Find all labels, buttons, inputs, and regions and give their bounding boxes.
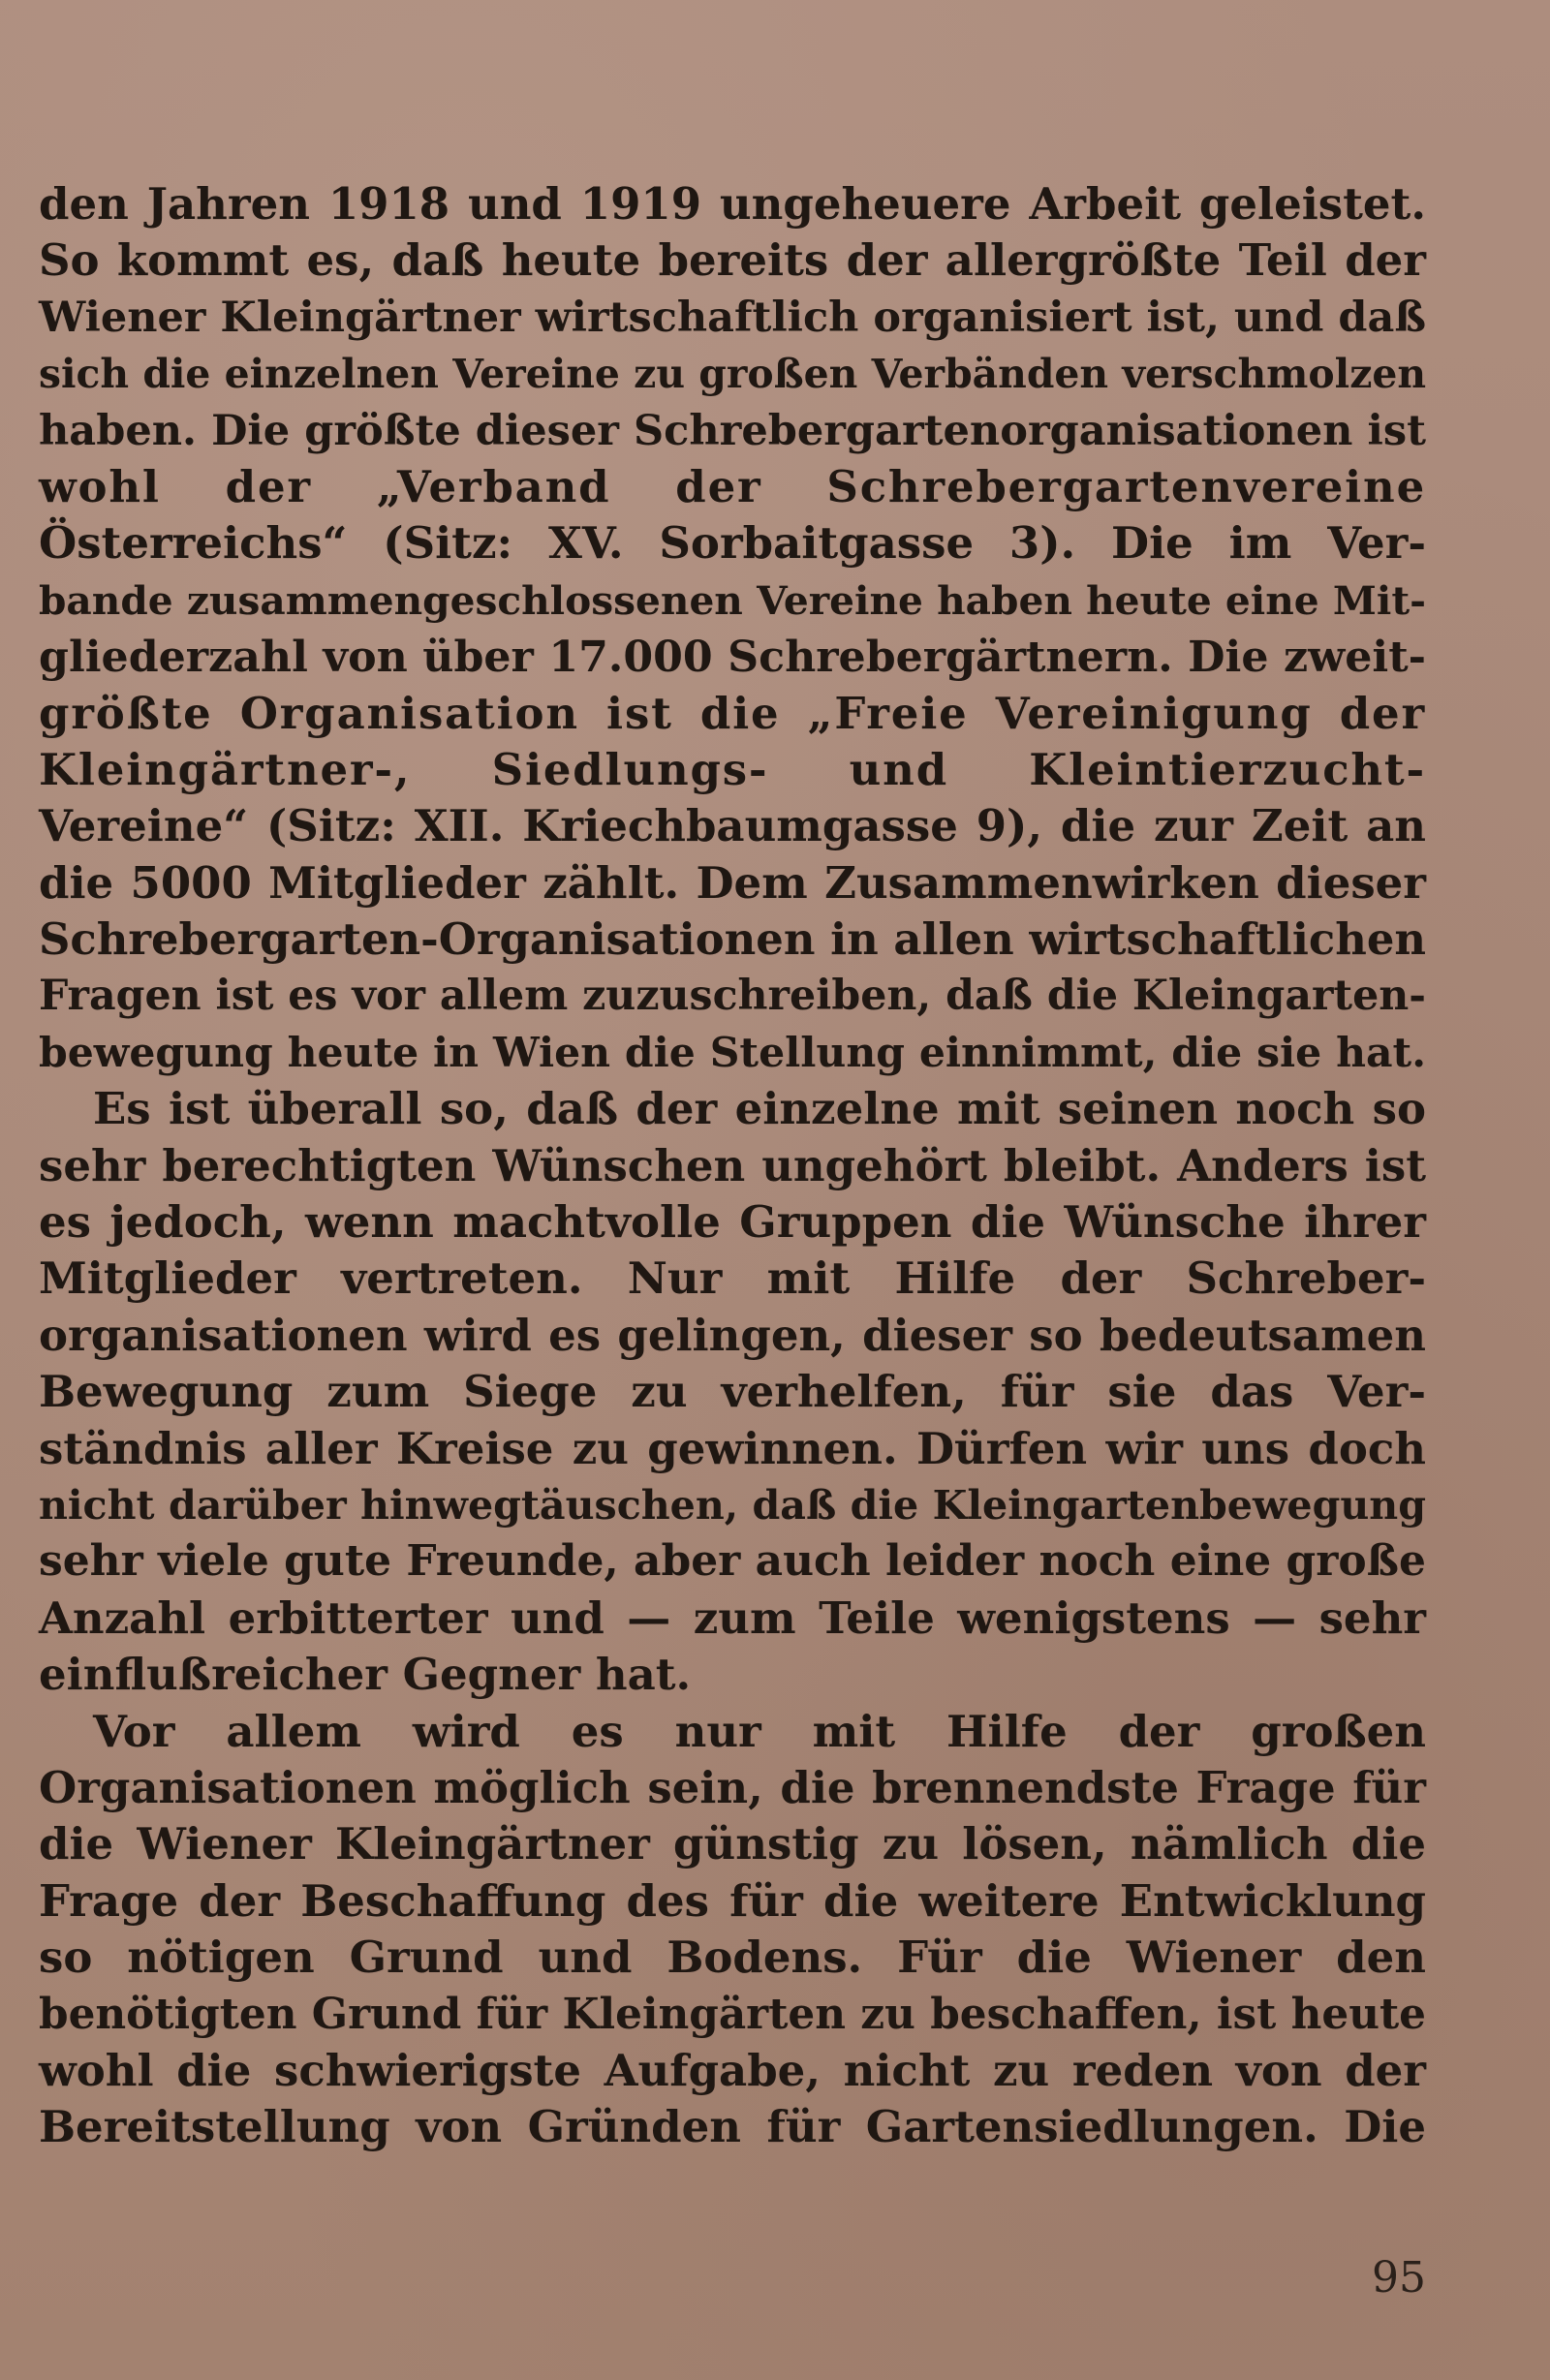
text-line: wohl der „Verband der Schrebergartenvereine <box>39 460 1426 512</box>
text-line: bewegung heute in Wien die Stellung einnimmt, die sie hat. <box>39 1028 1426 1077</box>
text-line: die Wiener Kleingärtner günstig zu lösen, nämlich die <box>39 1818 1426 1870</box>
text-line: organisationen wird es gelingen, dieser so bedeutsamen <box>39 1309 1426 1361</box>
text-line: sich die einzelnen Vereine zu großen Verbänden verschmolzen <box>39 351 1427 398</box>
text-line: sehr berechtigten Wünschen ungehört bleibt. Anders ist <box>39 1139 1426 1191</box>
text-line: gliederzahl von über 17.000 Schrebergärtnern. Die zweit- <box>39 632 1426 683</box>
text-line: sehr viele gute Freunde, aber auch leider noch eine große <box>39 1536 1426 1587</box>
text-line: Wiener Kleingärtner wirtschaftlich organisiert ist, und daß <box>39 293 1426 342</box>
text-line: den Jahren 1918 und 1919 ungeheuere Arbeit geleistet. <box>39 178 1426 230</box>
text-line: Frage der Beschaffung des für die weitere Entwicklung <box>39 1874 1426 1927</box>
text-line: wohl die schwierigste Aufgabe, nicht zu reden von der <box>39 2044 1426 2096</box>
text-line: haben. Die größte dieser Schrebergartenorganisationen ist <box>39 406 1426 455</box>
text-line: Vor allem wird es nur mit Hilfe der großen <box>93 1705 1426 1757</box>
text-line: Mitglieder vertreten. Nur mit Hilfe der Schreber- <box>39 1252 1426 1305</box>
text-line: so nötigen Grund und Bodens. Für die Wiener den <box>39 1932 1426 1984</box>
text-line: Bewegung zum Siege zu verhelfen, für sie das Ver- <box>39 1366 1426 1418</box>
text-line: Vereine“ (Sitz: XII. Kriechbaumgasse 9), die zur Zeit an <box>39 800 1426 852</box>
text-line: benötigten Grund für Kleingärten zu beschaffen, ist heute <box>39 1989 1426 2039</box>
page-number: 95 <box>1372 2253 1426 2303</box>
text-line: ständnis aller Kreise zu gewinnen. Dürfen wir uns doch <box>39 1422 1426 1474</box>
body-text <box>39 176 1426 2156</box>
text-line: Bereitstellung von Gründen für Gartensiedlungen. Die <box>39 2101 1426 2153</box>
text-line: Organisationen möglich sein, die brennendste Frage für <box>39 1761 1426 1813</box>
text-line: bande zusammengeschlossenen Vereine haben heute eine Mit- <box>39 576 1426 624</box>
text-line: Anzahl erbitterter und — zum Teile wenigstens — sehr <box>39 1592 1426 1644</box>
text-line: es jedoch, wenn machtvolle Gruppen die Wünsche ihrer <box>39 1196 1426 1249</box>
text-line: Kleingärtner-, Siedlungs- und Kleintierzucht- <box>39 743 1426 795</box>
text-line: Fragen ist es vor allem zuzuschreiben, daß die Kleingarten- <box>39 972 1426 1021</box>
text-line: größte Organisation ist die „Freie Vereinigung der <box>39 687 1426 739</box>
text-line: So kommt es, daß heute bereits der allergrößte Teil der <box>39 234 1426 287</box>
text-line: Es ist überall so, daß der einzelne mit seinen noch so <box>93 1083 1426 1135</box>
text-line: nicht darüber hinwegtäuschen, daß die Kleingartenbewegung <box>39 1480 1426 1529</box>
text-line: einflußreicher Gegner hat. <box>39 1649 692 1701</box>
text-line: Schrebergarten-Organisationen in allen wirtschaftlichen <box>39 913 1426 966</box>
text-line: Österreichs“ (Sitz: XV. Sorbaitgasse 3). Die im Ver- <box>39 517 1426 570</box>
text-line: die 5000 Mitglieder zählt. Dem Zusammenwirken dieser <box>39 856 1426 909</box>
